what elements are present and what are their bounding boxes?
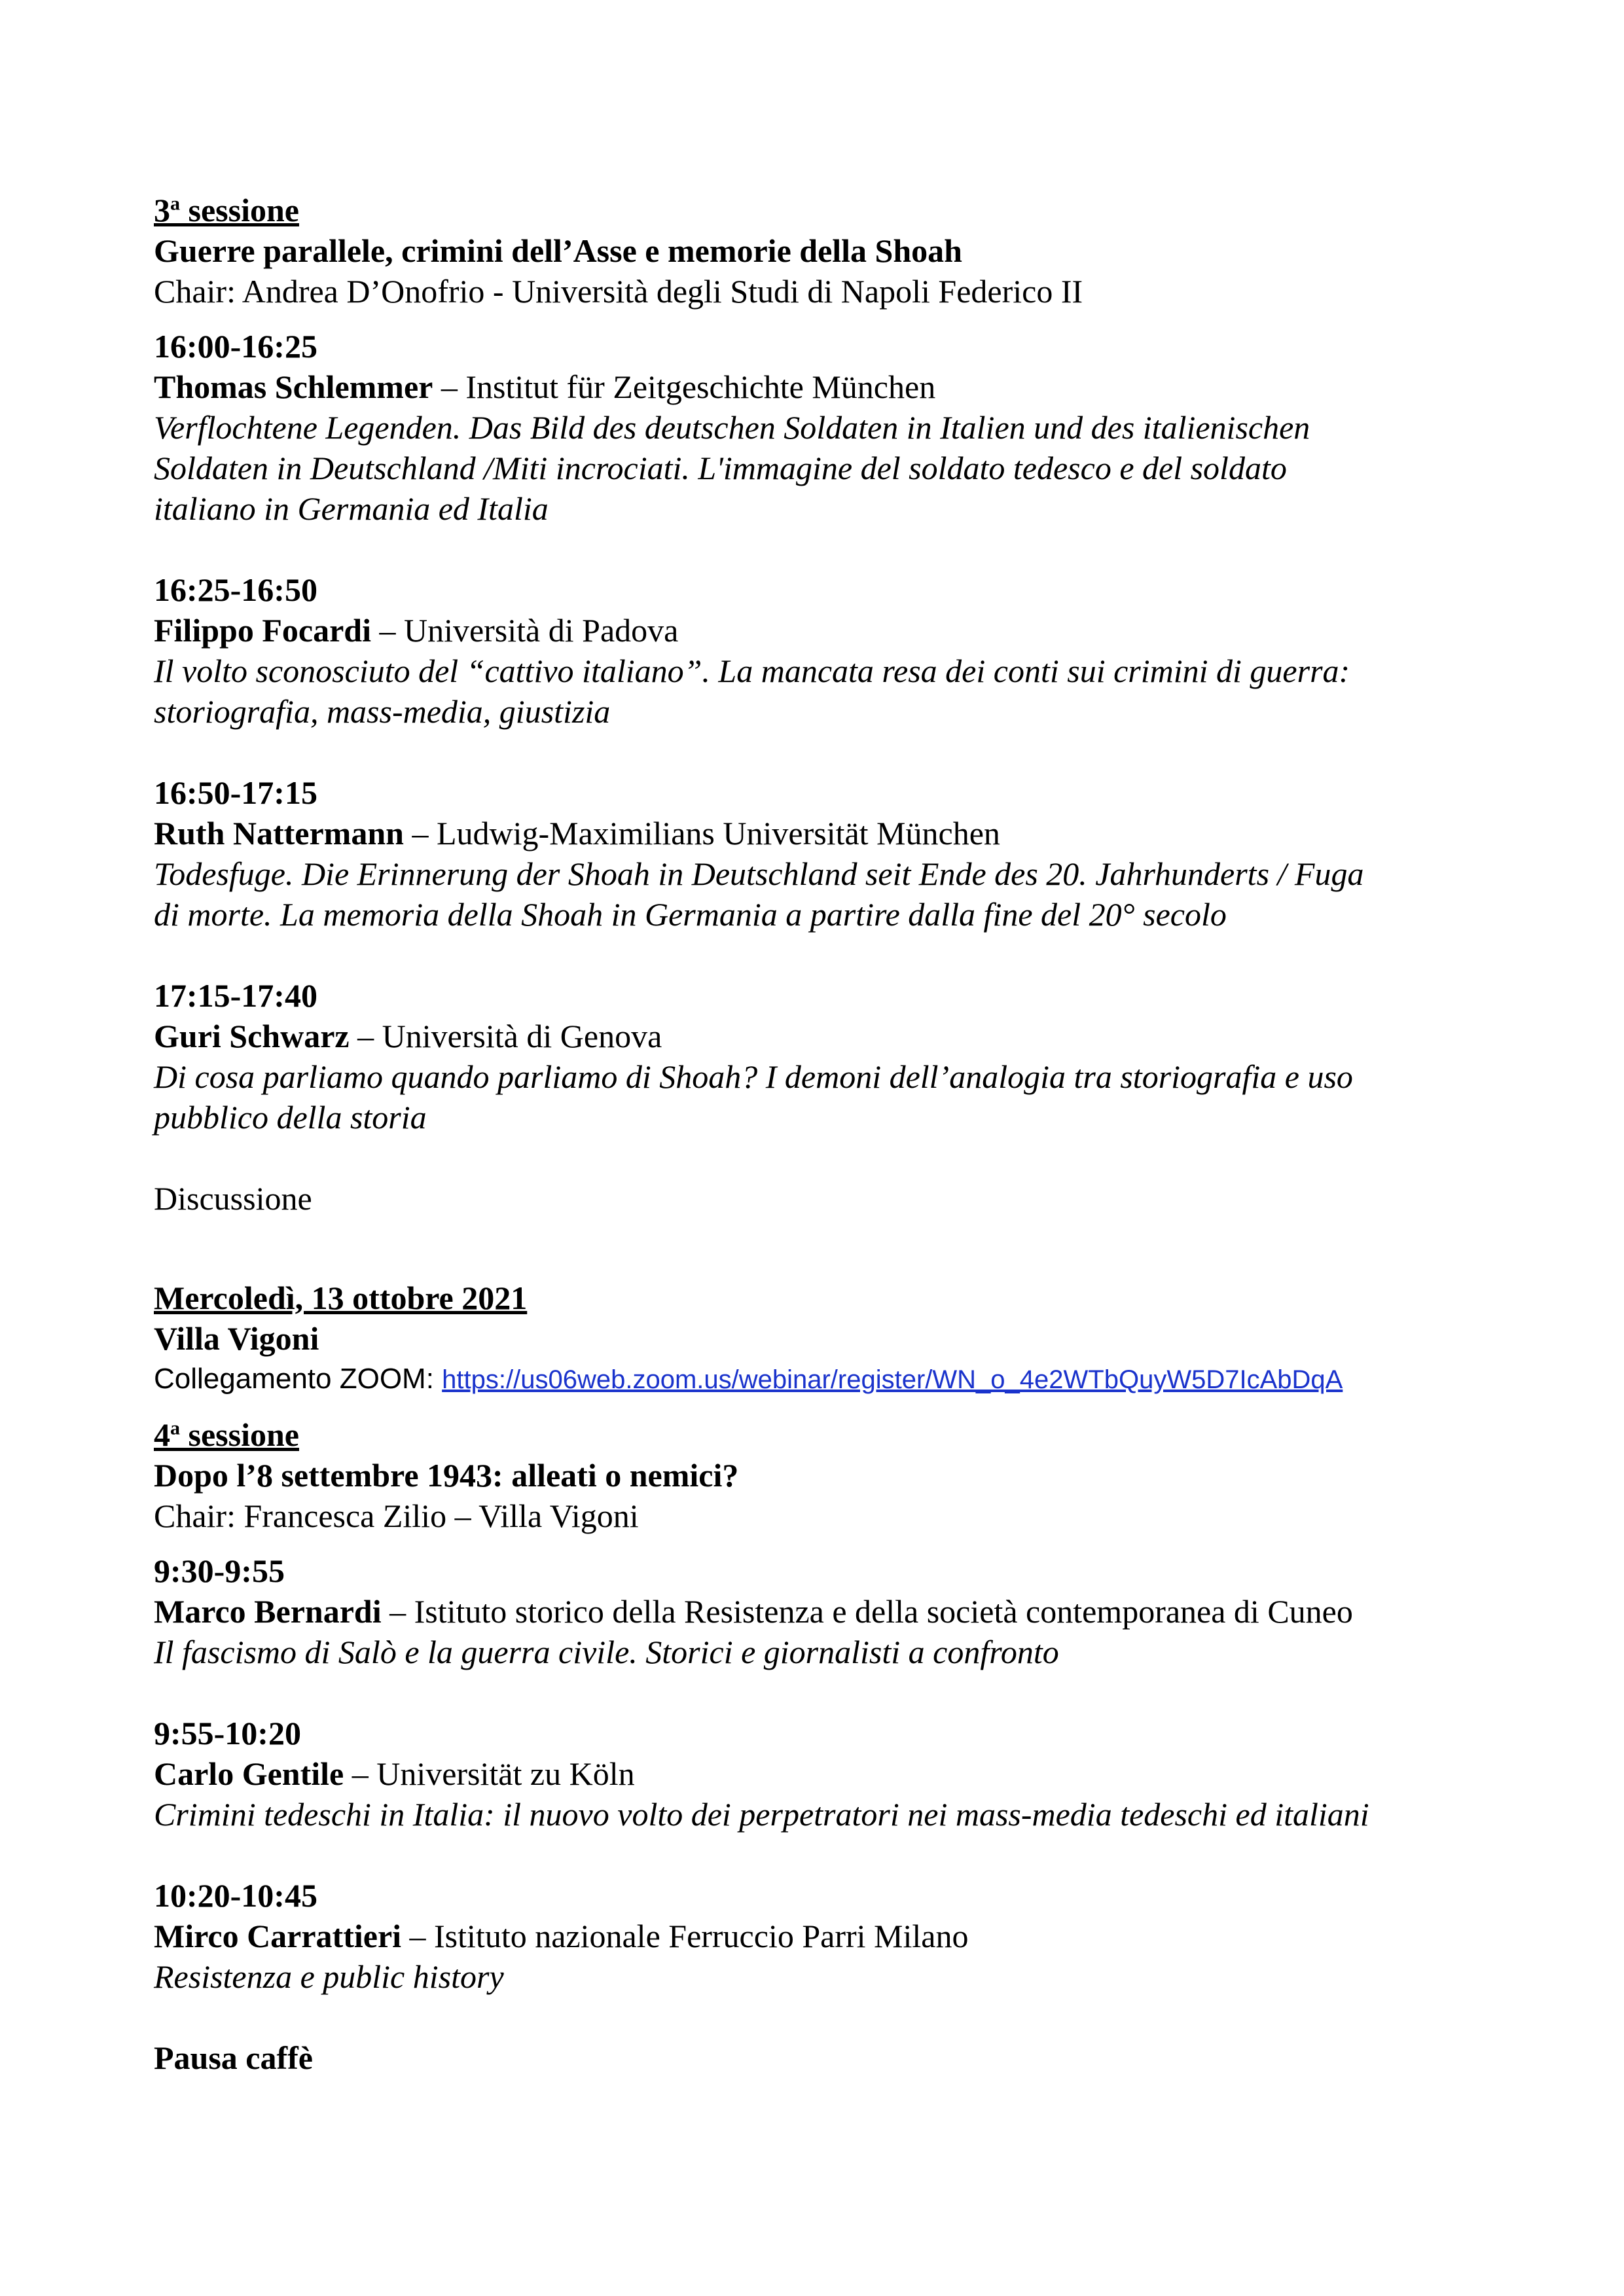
day-venue: Villa Vigoni <box>154 1320 319 1357</box>
session-3-label: 3$^a$ sessione <box>154 192 299 228</box>
speaker-affiliation: – Istituto storico della Resistenza e della società contemporanea di Cuneo <box>381 1593 1353 1630</box>
coffee-break: Pausa caffè <box>154 2039 313 2076</box>
speaker-affiliation: – Università di Genova <box>349 1018 662 1054</box>
session-3-chair: Chair: Andrea D’Onofrio - Università degli Studi di Napoli Federico II <box>154 273 1083 310</box>
speaker-affiliation: – Institut für Zeitgeschichte München <box>433 368 936 405</box>
talk-title-line: pubblico della storia <box>154 1099 427 1136</box>
speaker-name: Marco Bernardi <box>154 1593 382 1630</box>
talk-time: 10:20-10:45 <box>154 1877 317 1914</box>
speaker-name: Carlo Gentile <box>154 1755 344 1792</box>
session-4-chair: Chair: Francesca Zilio – Villa Vigoni <box>154 1498 639 1534</box>
speaker-name: Filippo Focardi <box>154 612 371 649</box>
talk-title-line: Verflochtene Legenden. Das Bild des deutschen Soldaten in Italien und des italienischen <box>154 409 1310 446</box>
talk <box>154 1875 1489 1997</box>
talk-title-line: storiografia, mass-media, giustizia <box>154 693 611 730</box>
talk-time: 9:55-10:20 <box>154 1715 301 1751</box>
talk-title-line: Il fascismo di Salò e la guerra civile. Storici e giornalisti a confronto <box>154 1634 1059 1670</box>
zoom-link[interactable]: https://us06web.zoom.us/webinar/register/WN_o_4e2WTbQuyW5D7IcAbDqA <box>442 1365 1343 1394</box>
speaker-name: Guri Schwarz <box>154 1018 350 1054</box>
talk-time: 16:50-17:15 <box>154 774 317 811</box>
talk-title-line: Resistenza e public history <box>154 1958 504 1995</box>
session-4-label: 4$^a$ sessione <box>154 1416 299 1453</box>
zoom-label: Collegamento ZOOM: <box>154 1363 442 1395</box>
day-date: Mercoledì, 13 ottobre 2021 <box>154 1280 528 1316</box>
talk-title-line: Il volto sconosciuto del “cattivo italiano”. La mancata resa dei conti sui crimini di guerra: <box>154 653 1350 689</box>
talk <box>154 1551 1489 1672</box>
talk-title-line: di morte. La memoria della Shoah in Germania a partire dalla fine del 20° secolo <box>154 896 1227 933</box>
document-page <box>154 190 1489 2078</box>
discussion: Discussione <box>154 1180 312 1217</box>
zoom-connection <box>154 1359 1489 1400</box>
talk-time: 16:25-16:50 <box>154 571 317 608</box>
speaker-affiliation: – Ludwig-Maximilians Universität München <box>403 815 1000 852</box>
speaker-affiliation: – Universität zu Köln <box>344 1755 635 1792</box>
talk-title-line: Di cosa parliamo quando parliamo di Shoah? I demoni dell’analogia tra storiografia e uso <box>154 1058 1353 1095</box>
talk-time: 16:00-16:25 <box>154 328 317 365</box>
talk-title-line: Soldaten in Deutschland /Miti incrociati. L'immagine del soldato tedesco e del soldato <box>154 450 1287 486</box>
session-3-title: Guerre parallele, crimini dell’Asse e memorie della Shoah <box>154 232 962 269</box>
speaker-name: Ruth Nattermann <box>154 815 404 852</box>
talk <box>154 569 1489 732</box>
speaker-affiliation: – Università di Padova <box>370 612 679 649</box>
talk <box>154 975 1489 1138</box>
speaker-name: Thomas Schlemmer <box>154 368 433 405</box>
talk-title-line: Crimini tedeschi in Italia: il nuovo volto dei perpetratori nei mass-media tedeschi ed italiani <box>154 1796 1369 1833</box>
speaker-name: Mirco Carrattieri <box>154 1918 402 1954</box>
talk-title-line: Todesfuge. Die Erinnerung der Shoah in Deutschland seit Ende des 20. Jahrhunderts / Fuga <box>154 855 1364 892</box>
speaker-affiliation: – Istituto nazionale Ferruccio Parri Milano <box>401 1918 969 1954</box>
talk-title-line: italiano in Germania ed Italia <box>154 490 549 527</box>
talk <box>154 1713 1489 1835</box>
session-4-title: Dopo l’8 settembre 1943: alleati o nemici? <box>154 1457 739 1494</box>
talk-time: 9:30-9:55 <box>154 1552 285 1589</box>
talk-time: 17:15-17:40 <box>154 977 317 1014</box>
talk <box>154 772 1489 935</box>
talk <box>154 326 1489 529</box>
